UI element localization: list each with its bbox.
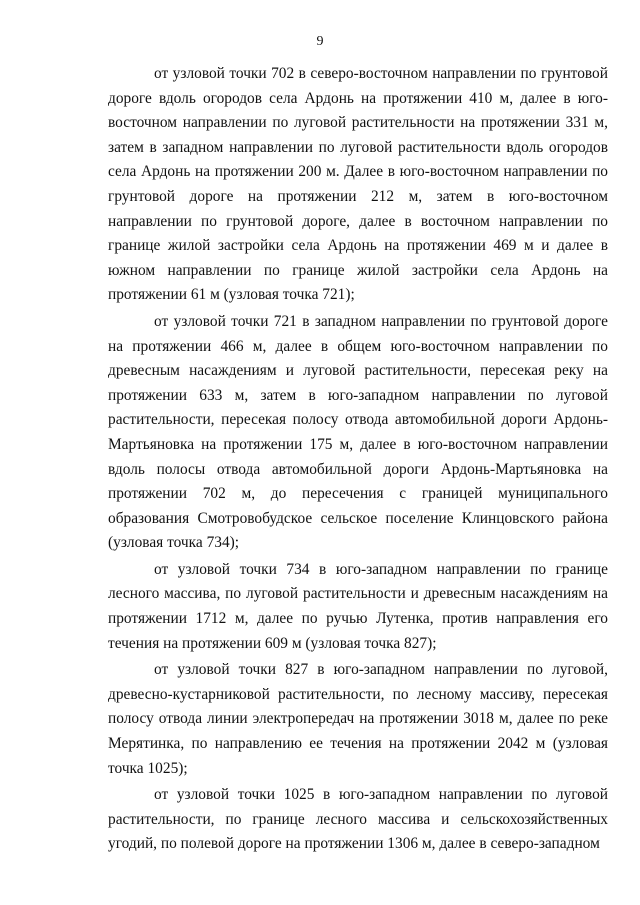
paragraph-1: от узловой точки 702 в северо-восточном направлении по грунтовой дороге вдоль огородов села Ардонь на протяжении 410 м, далее в юго-восточном направлении по луговой растительности на протяжении 331 м, затем в западном направлении по луговой растительности вдоль огородов села Ардонь на протяжении 200 м. Далее в юго-восточном направлении по грунтовой дороге на протяжении 212 м, затем в юго-восточном направлении по грунтовой дороге, далее в восточном направлении по границе жилой застройки села Ардонь на протяжении 469 м и далее в южном направлении по границе жилой застройки села Ардонь на протяжении 61 м (узловая точка 721); [108, 65, 608, 304]
page-number: 9 [316, 34, 324, 49]
paragraph-4: от узловой точки 827 в юго-западном направлении по луговой, древесно-кустарниковой растительности, по лесному массиву, пересекая полосу отвода линии электропередач на протяжении 3018 м, далее по реке Мерятинка, по направлению ее течения на протяжении 2042 м (узловая точка 1025); [108, 661, 608, 777]
paragraph-3: от узловой точки 734 в юго-западном направлении по границе лесного массива, по луговой растительности и древесным насаждениям на протяжении 1712 м, далее по ручью Лутенка, против направления его течения на протяжении 609 м (узловая точка 827); [108, 560, 608, 652]
paragraph-5: от узловой точки 1025 в юго-западном направлении по луговой растительности, по границе лесного массива и сельскохозяйственных угодий, по полевой дороге на протяжении 1306 м, далее в северо-западном [108, 786, 608, 853]
document-body [108, 62, 608, 859]
paragraph-2: от узловой точки 721 в западном направлении по грунтовой дороге на протяжении 466 м, далее в общем юго-восточном направлении по древесным насаждениям и луговой растительности, пересекая реку на протяжении 633 м, затем в юго-западном направлении по луговой растительности, пересекая полосу отвода автомобильной дороги Ардонь-Мартьяновка на протяжении 175 м, далее в юго-восточном направлении вдоль полосы отвода автомобильной дороги Ардонь-Мартьяновка на протяжении 702 м, до пересечения с границей муниципального образования Смотровобудское сельское поселение Клинцовского района (узловая точка 734); [108, 312, 608, 552]
